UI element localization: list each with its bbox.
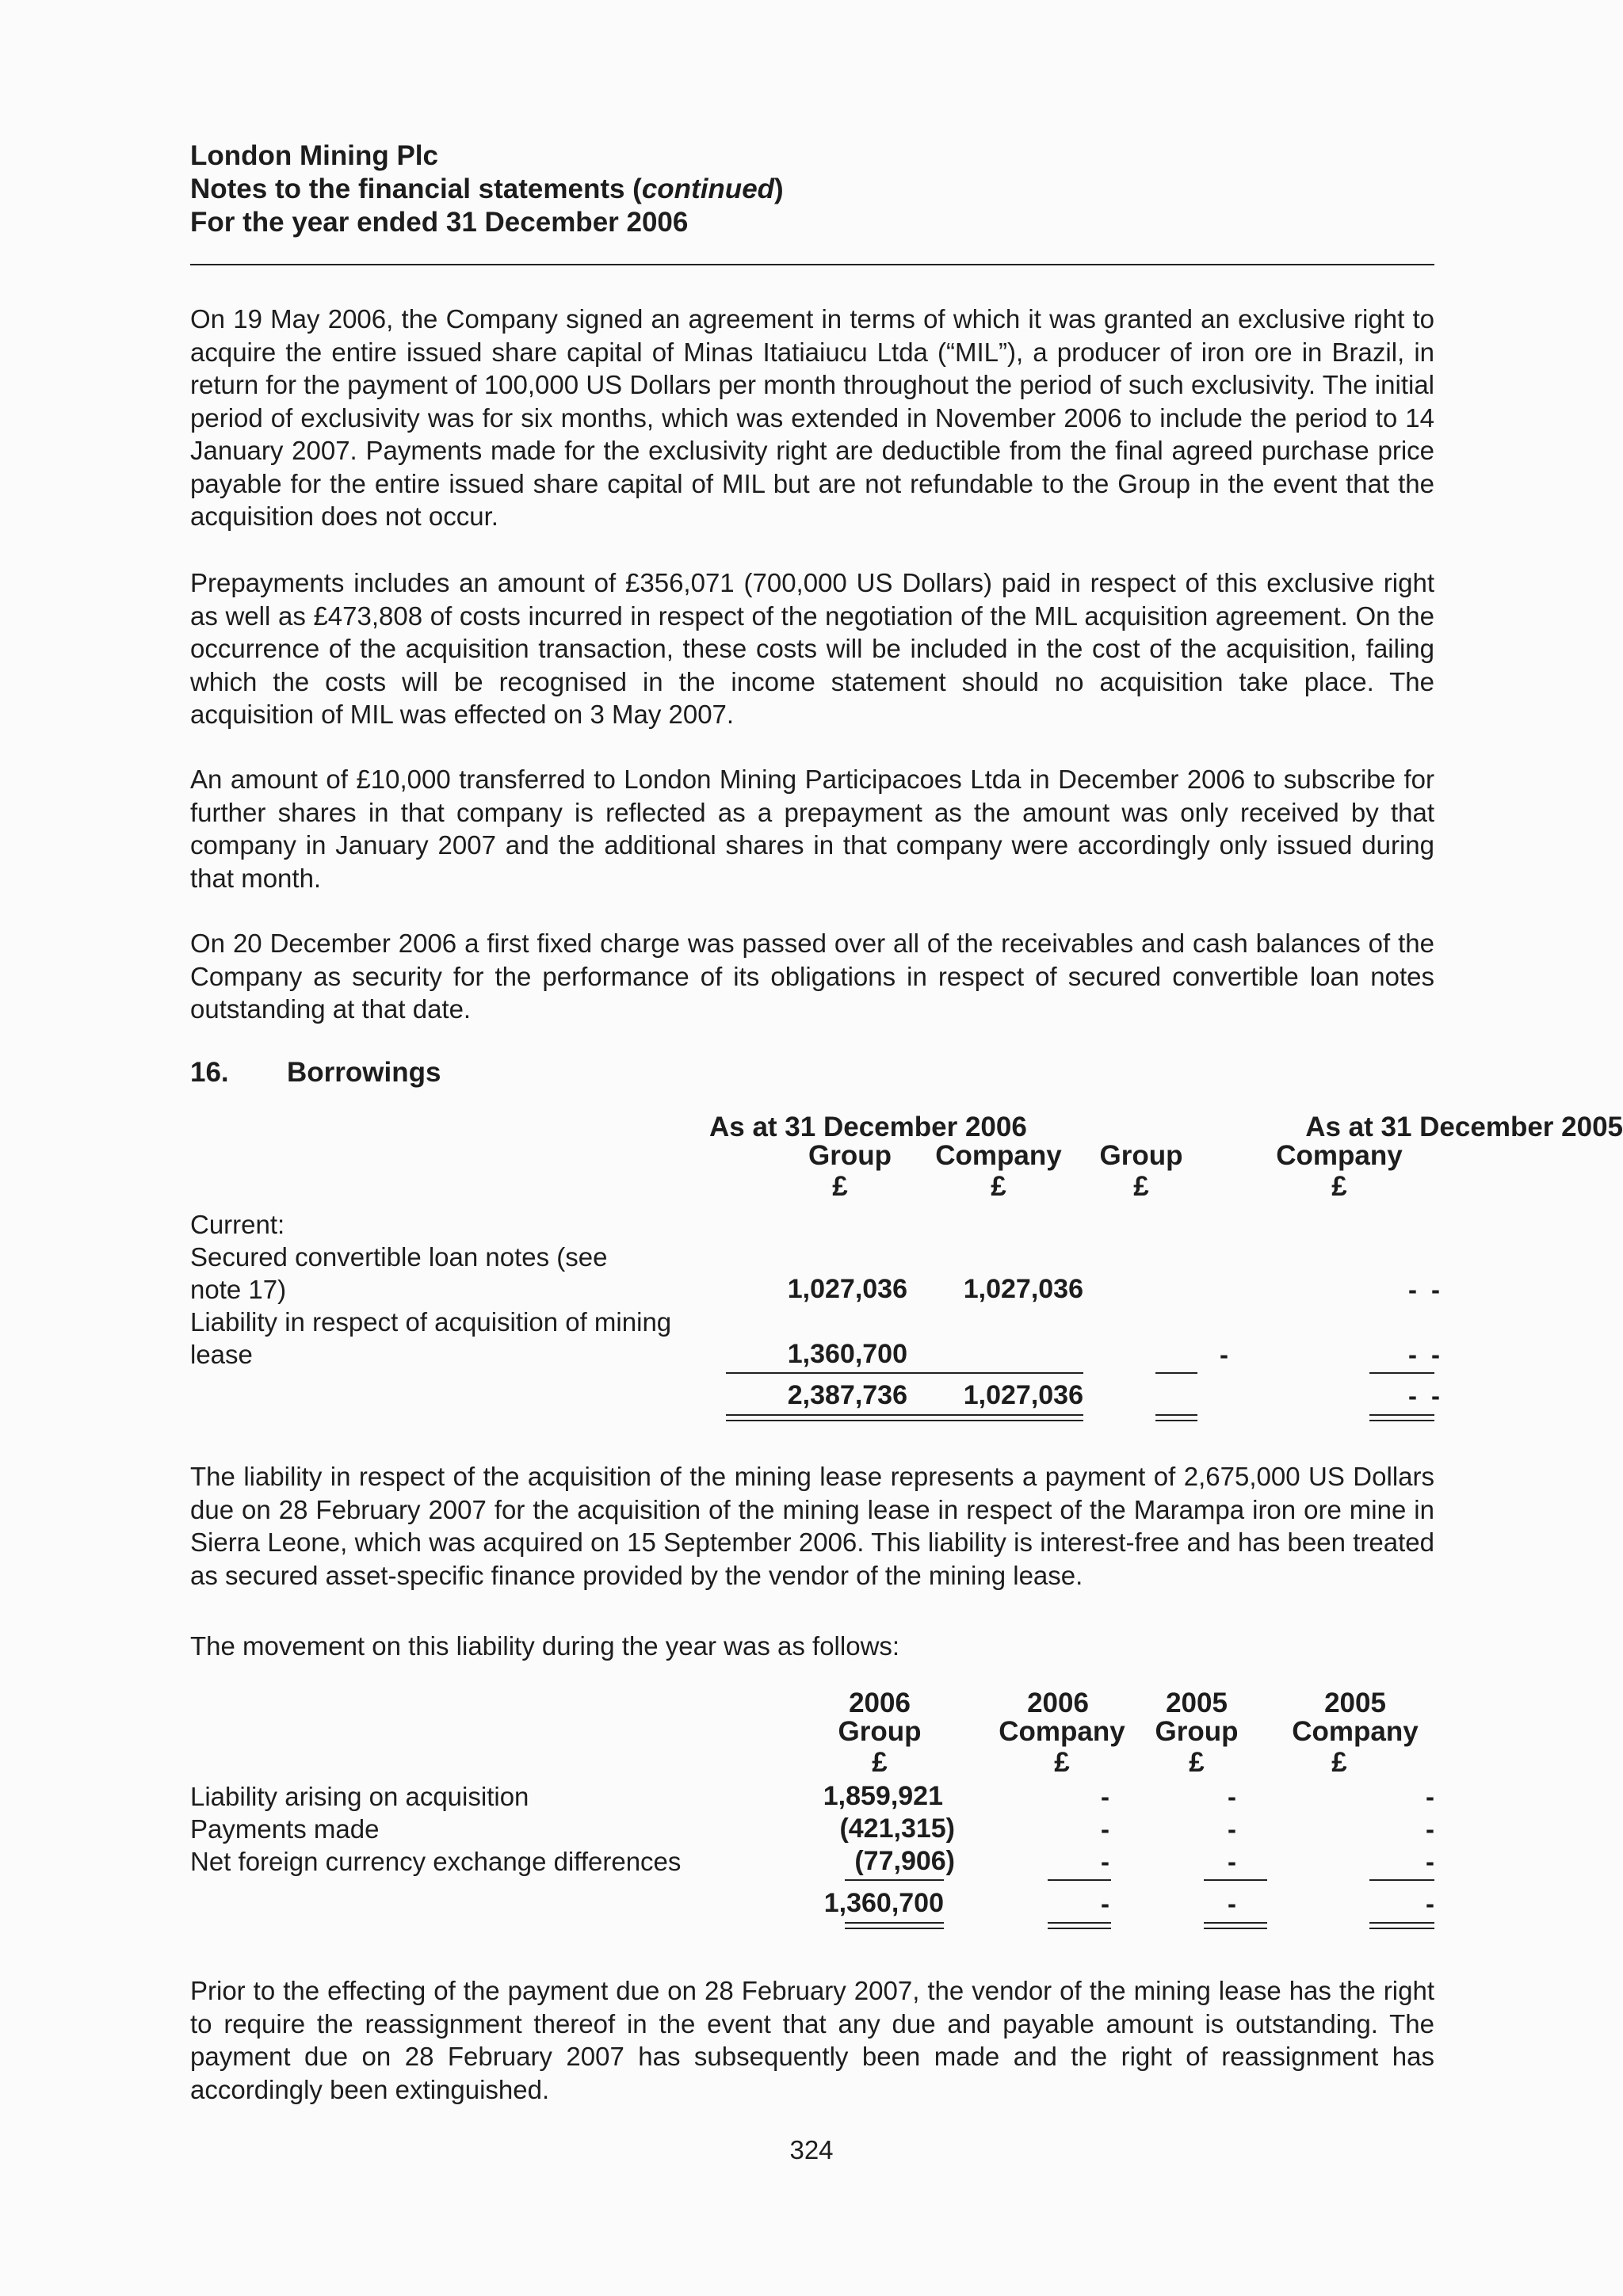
col-group-2006: Group	[838, 1716, 922, 1747]
double-underline-4b	[1369, 1420, 1434, 1421]
m-underline-4	[1369, 1879, 1434, 1881]
m-underline-1	[845, 1879, 944, 1881]
section-number: 16.	[190, 1057, 229, 1088]
movement-row1-label: Liability arising on acquisition	[190, 1782, 529, 1811]
col-group-2005: Group	[1155, 1716, 1239, 1747]
paragraph-prepayments: Prepayments includes an amount of £356,071 (700,000 US Dollars) paid in respect of this exclusive right as well as £473,808 of costs incurred in respect of the negotiation of the MIL acquisition agreement. On the occurrence of the acquisition transaction, these costs will be included in the cost of the acquisition, failing which the costs will be recognised in the income statement should no acquisition take place. The acquisition of MIL was effected on 3 May 2007.	[190, 568, 1434, 729]
row2-label-a: Liability in respect of acquisition of mining	[190, 1307, 672, 1337]
movement-row2-v2: -	[1101, 1814, 1109, 1844]
header-group-2005: Group	[1099, 1140, 1183, 1171]
borrowings-table: As at 31 December 2006 As at 31 December 2005 Group Company Group Company £ £ £ £ Current: Secured convertible loan notes (see note 17) 1,027,036 1,027,036 - - Liability in respect of acquisition of mining lease 1,360,700 - - - 2,387,736 1,027,036 - -	[190, 1113, 1434, 1430]
movement-row3-label: Net foreign currency exchange differences	[190, 1847, 682, 1876]
double-underline-1b	[726, 1420, 907, 1421]
underline-4	[1369, 1372, 1434, 1374]
year-3: 2005	[1166, 1688, 1228, 1718]
year-1: 2006	[849, 1688, 911, 1718]
currency-4: £	[1331, 1171, 1347, 1202]
underline-3	[1155, 1372, 1197, 1374]
movement-total-v4: -	[1426, 1889, 1434, 1918]
movement-row1-v1: 1,859,921	[823, 1781, 943, 1811]
paragraph-participacoes: An amount of £10,000 transferred to London Mining Participacoes Ltda in December 2006 to subscribe for further shares in that company is reflected as a prepayment as the amount was only received by that company in January 2007 and the additional shares in that company were accordingly only issued during that month.	[190, 765, 1434, 893]
m-underline-3	[1204, 1879, 1267, 1881]
current-label: Current:	[190, 1210, 285, 1239]
year-4: 2005	[1324, 1688, 1386, 1718]
m-double-4a	[1369, 1922, 1434, 1924]
underline-1	[726, 1372, 907, 1374]
row2-group-2006: 1,360,700	[787, 1339, 907, 1369]
header-group-2006: Group	[808, 1140, 892, 1171]
m-double-4b	[1369, 1928, 1434, 1929]
movement-row2-v1: (421,315)	[839, 1814, 955, 1844]
header-company-2005: Company	[1276, 1140, 1403, 1171]
movement-row3-v4: -	[1426, 1847, 1434, 1876]
double-underline-2b	[903, 1420, 1083, 1421]
col-company-2006: Company	[999, 1716, 1125, 1747]
paragraph-exclusivity: On 19 May 2006, the Company signed an agreement in terms of which it was granted an exclusive right to acquire the entire issued share capital of Minas Itatiaiucu Ltda (“MIL”), a producer of iron ore in Brazil, in return for the payment of 100,000 US Dollars per month throughout the period of such exclusivity. The initial period of exclusivity was for six months, which was extended in November 2006 to include the period to 14 January 2007. Payments made for the exclusivity right are deductible from the final agreed purchase price payable for the entire issued share capital of MIL but are not refundable to the Group in the event that the acquisition does not occur.	[190, 304, 1434, 531]
mcurrency-2: £	[1054, 1747, 1070, 1778]
row1-company-2006: 1,027,036	[963, 1274, 1083, 1304]
year-2: 2006	[1027, 1688, 1089, 1718]
double-underline-1a	[726, 1414, 907, 1416]
paragraph-movement: The movement on this liability during the year was as follows:	[190, 1631, 900, 1661]
page-header	[190, 139, 1434, 239]
header-divider	[190, 264, 1434, 265]
m-underline-2	[1048, 1879, 1111, 1881]
company-name: London Mining Plc	[190, 140, 439, 171]
total-company-2006: 1,027,036	[963, 1380, 1083, 1410]
m-double-2a	[1048, 1922, 1111, 1924]
mcurrency-1: £	[872, 1747, 888, 1778]
currency-3: £	[1133, 1171, 1149, 1202]
double-underline-4a	[1369, 1414, 1434, 1416]
movement-row3-v2: -	[1101, 1847, 1109, 1876]
movement-total-v2: -	[1101, 1889, 1109, 1918]
underline-2	[903, 1372, 1083, 1374]
section-heading	[190, 1057, 441, 1089]
movement-row2-v3: -	[1228, 1814, 1236, 1844]
paragraph-reassignment: Prior to the effecting of the payment due on 28 February 2007, the vendor of the mining lease has the right to require the reassignment thereof in the event that any due and payable amount is outstanding. The payment due on 28 February 2007 has subsequently been made and the right of reassignment has accordingly been extinguished.	[190, 1976, 1434, 2104]
m-double-3a	[1204, 1922, 1267, 1924]
paragraph-liability: The liability in respect of the acquisition of the mining lease represents a payment of 2,675,000 US Dollars due on 28 February 2007 for the acquisition of the mining lease in respect of the Marampa iron ore mine in Sierra Leone, which was acquired on 15 September 2006. This liability is interest-free and has been treated as secured asset-specific finance provided by the vendor of the mining lease.	[190, 1462, 1434, 1590]
movement-total-v1: 1,360,700	[823, 1888, 944, 1918]
movement-row2-v4: -	[1426, 1814, 1434, 1844]
movement-row1-v2: -	[1101, 1782, 1109, 1811]
movement-row3-v3: -	[1228, 1847, 1236, 1876]
header-period-2005: As at 31 December 2005	[1305, 1112, 1623, 1142]
m-double-3b	[1204, 1928, 1267, 1929]
col-company-2005: Company	[1292, 1716, 1419, 1747]
period-title: For the year ended 31 December 2006	[190, 207, 689, 238]
row1-label-b: note 17)	[190, 1275, 287, 1304]
movement-table	[190, 1689, 1434, 1951]
row1-label-a: Secured convertible loan notes (see	[190, 1242, 608, 1272]
row1-group-2006: 1,027,036	[787, 1274, 907, 1304]
total-group-2006: 2,387,736	[787, 1380, 907, 1410]
movement-row1-v3: -	[1228, 1782, 1236, 1811]
double-underline-3a	[1155, 1414, 1197, 1416]
double-underline-2a	[903, 1414, 1083, 1416]
movement-total-v3: -	[1228, 1889, 1236, 1918]
movement-row2-label: Payments made	[190, 1814, 380, 1844]
currency-2: £	[991, 1171, 1006, 1202]
page-number: 324	[789, 2135, 834, 2164]
mcurrency-3: £	[1189, 1747, 1205, 1778]
double-underline-3b	[1155, 1420, 1197, 1421]
paragraph-fixed-charge: On 20 December 2006 a first fixed charge was passed over all of the receivables and cash balances of the Company as security for the performance of its obligations in respect of secured convertible loan notes outstanding at that date.	[190, 929, 1434, 1024]
row2-label-b: lease	[190, 1340, 253, 1369]
header-period-2006: As at 31 December 2006	[709, 1112, 1027, 1142]
m-double-2b	[1048, 1928, 1111, 1929]
notes-title: Notes to the financial statements (continued)	[190, 174, 784, 204]
m-double-1a	[845, 1922, 944, 1924]
section-title: Borrowings	[287, 1057, 441, 1088]
movement-row3-v1: (77,906)	[854, 1846, 955, 1876]
header-company-2006: Company	[935, 1140, 1062, 1171]
currency-1: £	[832, 1171, 848, 1202]
movement-row1-v4: -	[1426, 1782, 1434, 1811]
mcurrency-4: £	[1331, 1747, 1347, 1778]
m-double-1b	[845, 1928, 944, 1929]
